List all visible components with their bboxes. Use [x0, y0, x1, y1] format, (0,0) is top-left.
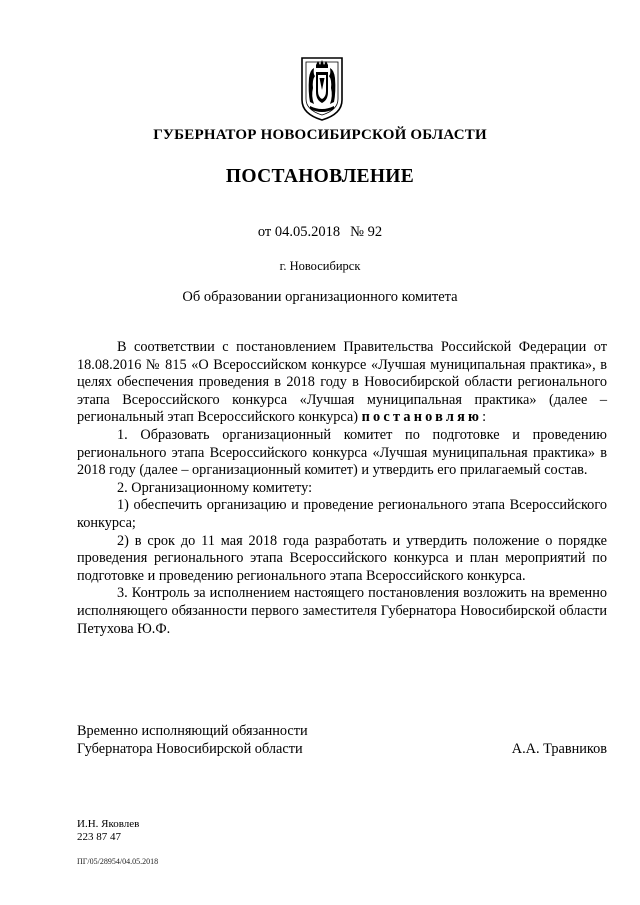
- signature-block: [77, 723, 607, 758]
- document-city: г. Новосибирск: [279, 259, 361, 273]
- document-number: № 92: [350, 224, 383, 240]
- item-2-2: 2) в срок до 11 мая 2018 года разработать и утвердить положение о порядке проведения регионального этапа Всероссийского конкурса и план мероприятий по подготовке и проведению регионального этапа Всероссийского конкурса.: [77, 532, 607, 584]
- document-body: [77, 339, 607, 638]
- document-date: от 04.05.2018: [257, 224, 341, 240]
- item-1: 1. Образовать организационный комитет по подготовке и проведению регионального этапа Всероссийского конкурса «Лучшая муниципальная практика» в 2018 году (далее – организационный комитет) и утвердить его прилагаемый состав.: [77, 426, 607, 479]
- item-2-1: 1) обеспечить организацию и проведение регионального этапа Всероссийского конкурса;: [77, 497, 607, 531]
- document-type: ПОСТАНОВЛЕНИЕ: [225, 166, 415, 187]
- intro-paragraph: [77, 339, 607, 427]
- signer-position-line1: Временно исполняющий обязанности: [77, 723, 308, 739]
- item-3: 3. Контроль за исполнением настоящего постановления возложить на временно исполняющего обязанности первого заместителя Губернатора Новосибирской области Петухова Ю.Ф.: [77, 585, 607, 637]
- document-subject: Об образовании организационного комитета: [182, 289, 458, 305]
- signer-name: А.А. Травников: [511, 740, 607, 757]
- signer-position-line2: Губернатора Новосибирской области: [77, 740, 303, 757]
- item-2: 2. Организационному комитету:: [117, 479, 313, 496]
- decree-word: постановляю: [361, 409, 483, 426]
- authority-title: ГУБЕРНАТОР НОВОСИБИРСКОЙ ОБЛАСТИ: [153, 127, 487, 143]
- registration-number: ПГ/05/28954/04.05.2018: [77, 857, 159, 866]
- coat-of-arms-icon: [300, 56, 344, 122]
- document-date-number: [0, 224, 640, 241]
- decree-colon: :: [482, 409, 487, 426]
- intro-text: В соответствии с постановлением Правительства Российской Федерации от 18.08.2016 № 815 «О Всероссийском конкурсе «Лучшая муниципальная практика», в целях обеспечения проведения в 2018 году в Новосибирской области регионального этапа Всероссийского конкурса «Лучшая муниципальная практика» (далее – региональный этап Всероссийского конкурса): [77, 339, 607, 426]
- executor-name: И.Н. Яковлев: [77, 818, 140, 830]
- executor-info: [77, 818, 139, 844]
- executor-phone: 223 87 47: [77, 831, 121, 843]
